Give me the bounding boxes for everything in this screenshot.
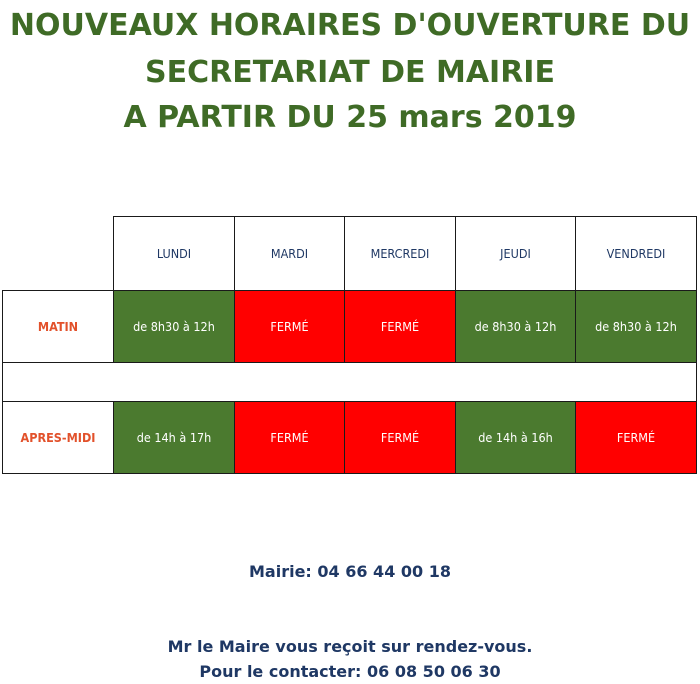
header-mercredi: MERCREDI [344, 216, 456, 291]
cell-matin-mercredi: FERMÉ [344, 290, 456, 363]
cell-matin-jeudi: de 8h30 à 12h [455, 290, 576, 363]
mayor-contact-phone: Pour le contacter: 06 08 50 06 30 [199, 662, 501, 681]
cell-apres-midi-mercredi: FERMÉ [344, 401, 456, 474]
cell-matin-mardi: FERMÉ [234, 290, 345, 363]
header-mardi: MARDI [234, 216, 345, 291]
mairie-phone: Mairie: 04 66 44 00 18 [248, 562, 451, 581]
cell-apres-midi-lundi: de 14h à 17h [113, 401, 235, 474]
header-jeudi: JEUDI [455, 216, 576, 291]
mayor-appointment-note: Mr le Maire vous reçoit sur rendez-vous. [167, 637, 533, 656]
header-lundi: LUNDI [113, 216, 235, 291]
title-line-3: A PARTIR DU 25 mars 2019 [123, 100, 577, 135]
cell-apres-midi-mardi: FERMÉ [234, 401, 345, 474]
title-line-1: NOUVEAUX HORAIRES D'OUVERTURE DU [9, 8, 691, 43]
cell-apres-midi-vendredi: FERMÉ [575, 401, 697, 474]
cell-matin-vendredi: de 8h30 à 12h [575, 290, 697, 363]
row-label-apres-midi: APRES-MIDI [2, 401, 114, 474]
cell-apres-midi-jeudi: de 14h à 16h [455, 401, 576, 474]
spacer-row [2, 362, 697, 402]
title-line-2: SECRETARIAT DE MAIRIE [145, 55, 555, 90]
header-vendredi: VENDREDI [575, 216, 697, 291]
cell-matin-lundi: de 8h30 à 12h [113, 290, 235, 363]
row-label-matin: MATIN [2, 290, 114, 363]
